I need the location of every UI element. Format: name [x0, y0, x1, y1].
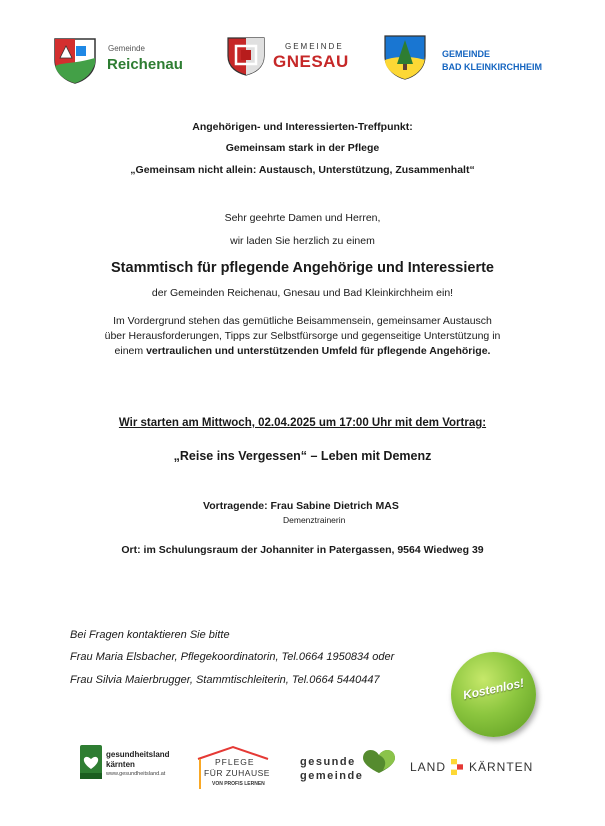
start-announcement: Wir starten am Mittwoch, 02.04.2025 um 17:00 Uhr mit dem Vortrag: — [118, 417, 487, 429]
body-line-1: Im Vordergrund stehen das gemütliche Beisammensein, gemeinsamer Austausch — [113, 315, 492, 327]
reichenau-small-text: Gemeinde — [108, 44, 145, 53]
land-flag-icon — [451, 759, 463, 775]
intro-line-2: Gemeinsam stark in der Pflege — [225, 142, 380, 154]
communities-line: der Gemeinden Reichenau, Gnesau und Bad Kleinkirchheim ein! — [151, 287, 454, 299]
badkk-line2-text: BAD KLEINKIRCHHEIM — [442, 62, 542, 72]
contact-line-3: Frau Silvia Maierbrugger, Stammtischleiterin, Tel.0664 5440447 — [70, 674, 380, 686]
gesundheitsland-heart-icon — [80, 745, 102, 779]
land-right-text: KÄRNTEN — [469, 760, 534, 774]
headline: Stammtisch für pflegende Angehörige und Interessierte — [111, 260, 494, 276]
greeting-line-1: Sehr geehrte Damen und Herren, — [224, 212, 381, 224]
gesundheitsland-line3: www.gesundheitsland.at — [106, 771, 166, 777]
intro-line-1: Angehörigen- und Interessierten-Treffpunkt: — [192, 121, 413, 133]
gesundheitsland-line1: gesundheitsland — [106, 750, 170, 759]
land-left-text: LAND — [410, 760, 447, 774]
intro-line-3: „Gemeinsam nicht allein: Austausch, Unterstützung, Zusammenhalt“ — [130, 164, 475, 176]
reichenau-large-text: Reichenau — [107, 56, 183, 73]
reichenau-crest-icon — [52, 36, 98, 84]
gnesau-large-text: GNESAU — [273, 52, 349, 71]
pflege-line1: PFLEGE — [215, 757, 255, 767]
body-line-3-bold: vertraulichen und unterstützenden Umfeld für pflegende Angehörige. — [146, 345, 491, 357]
body-line-3 — [0, 345, 605, 357]
speaker-role: Demenztrainerin — [283, 515, 346, 525]
body-line-3-plain: einem — [114, 345, 147, 357]
speaker-name: Vortragende: Frau Sabine Dietrich MAS — [203, 500, 399, 512]
contact-line-1: Bei Fragen kontaktieren Sie bitte — [70, 629, 230, 641]
gesunde-line1: gesunde — [300, 756, 356, 768]
talk-title: „Reise ins Vergessen“ – Leben mit Demenz — [173, 449, 432, 463]
pflege-line3: VON PROFIS LERNEN — [212, 781, 265, 787]
gesundheitsland-line2: kärnten — [106, 760, 135, 769]
location-line: Ort: im Schulungsraum der Johanniter in Patergassen, 9564 Wiedweg 39 — [121, 544, 484, 556]
badkk-line1-text: GEMEINDE — [442, 49, 491, 59]
greeting-line-2: wir laden Sie herzlich zu einem — [230, 235, 375, 247]
gnesau-small-text: GEMEINDE — [285, 42, 344, 51]
gnesau-crest-icon — [226, 36, 266, 76]
gesunde-line2: gemeinde — [300, 770, 364, 782]
badkk-crest-icon — [383, 34, 427, 80]
contact-line-2: Frau Maria Elsbacher, Pflegekoordinatorin, Tel.0664 1950834 oder — [70, 651, 395, 663]
free-badge-text: Kostenlos! — [461, 675, 526, 703]
free-badge — [451, 652, 536, 737]
pflege-line2: FÜR ZUHAUSE — [204, 768, 270, 778]
gesunde-heart-icon — [360, 745, 398, 775]
body-line-2: über Herausforderungen, Tipps zur Selbstfürsorge und gegenseitige Unterstützung in — [104, 330, 501, 342]
